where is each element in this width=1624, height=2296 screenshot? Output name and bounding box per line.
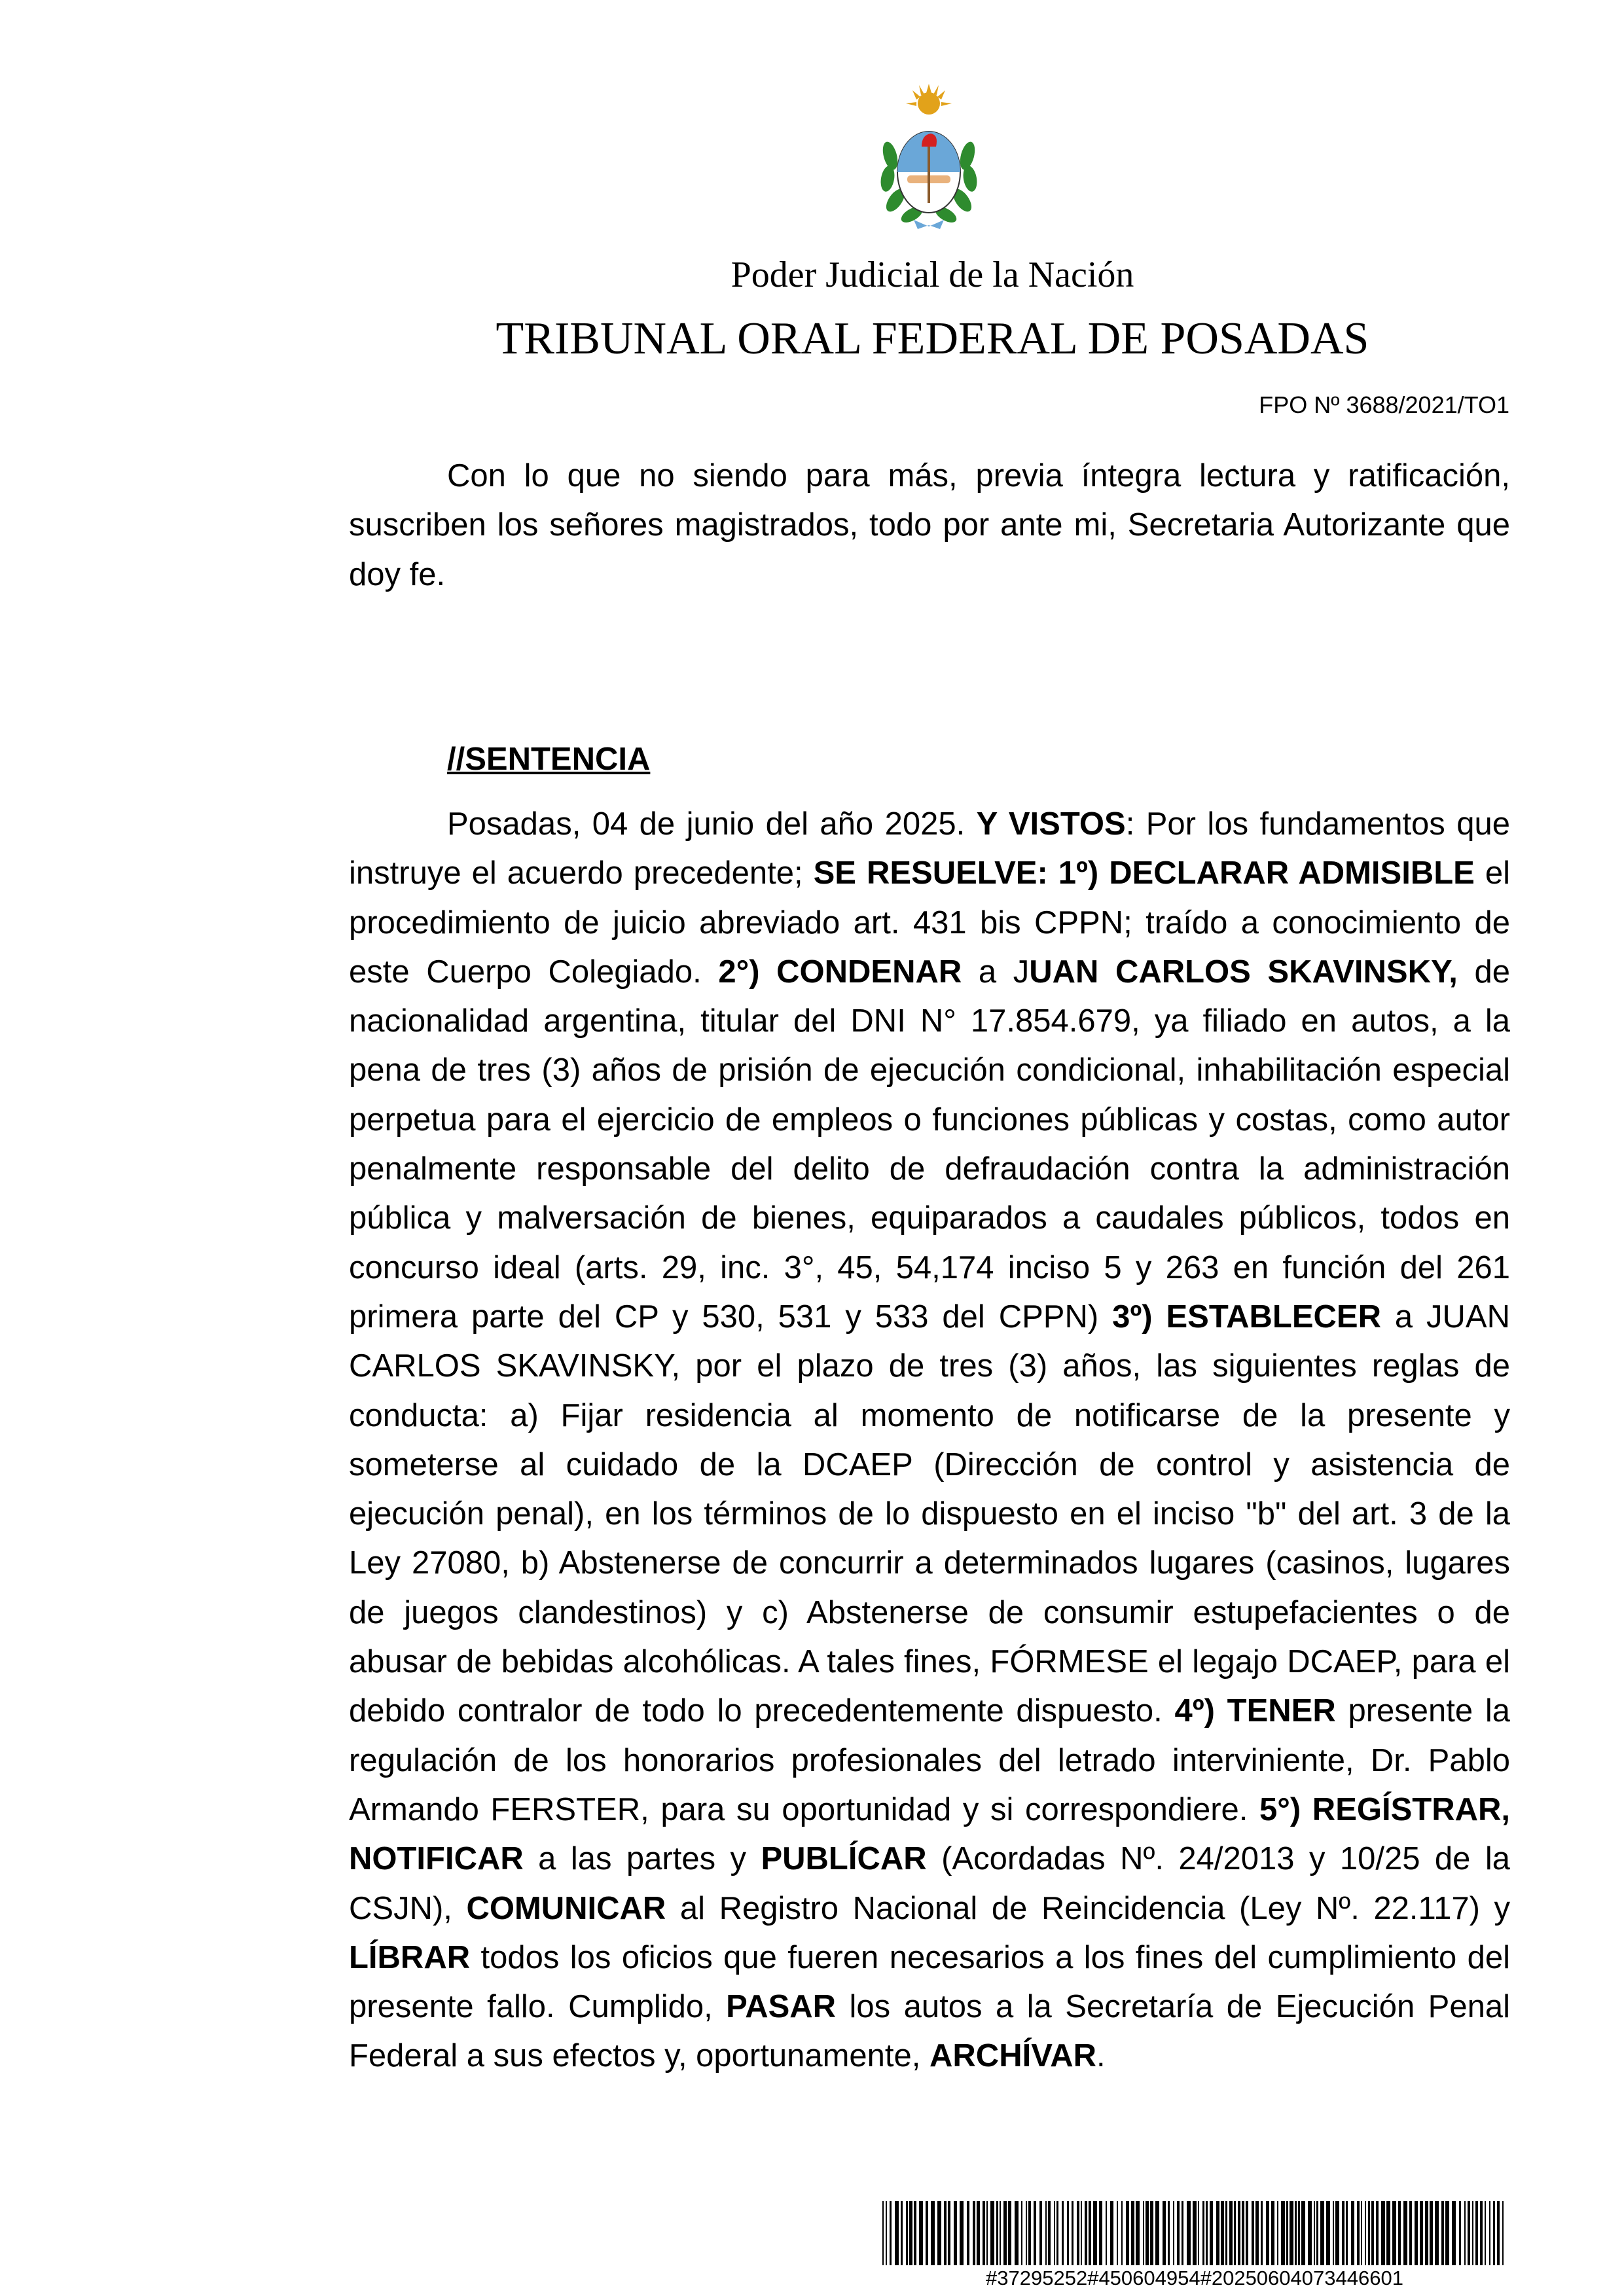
- barcode-bar: [1361, 2201, 1362, 2265]
- barcode-bar: [1255, 2201, 1259, 2265]
- barcode-bar: [1229, 2201, 1233, 2265]
- barcode-bar: [1117, 2201, 1118, 2265]
- barcode-bar: [1371, 2201, 1374, 2265]
- barcode-bar: [1077, 2201, 1079, 2265]
- sentence-text: a J: [962, 954, 1030, 990]
- barcode-bar: [1003, 2201, 1007, 2265]
- barcode-bar: [1335, 2201, 1339, 2265]
- barcode-bar: [1045, 2201, 1047, 2265]
- barcode-bar: [1480, 2201, 1483, 2265]
- barcode-bar: [1502, 2201, 1504, 2265]
- barcode-bar: [1225, 2201, 1227, 2265]
- barcode-bar: [1015, 2201, 1019, 2265]
- barcode-bar: [967, 2201, 969, 2265]
- barcode-bar: [1368, 2201, 1370, 2265]
- sentence-bold: LÍBRAR: [349, 1939, 471, 1975]
- barcode-bar: [1376, 2201, 1379, 2265]
- barcode-bar: [1445, 2201, 1449, 2265]
- barcode-bar: [1392, 2201, 1396, 2265]
- barcode-bar: [1242, 2201, 1244, 2265]
- barcode-bar: [1081, 2201, 1082, 2265]
- barcode-bar: [895, 2201, 899, 2265]
- barcode-bar: [1314, 2201, 1315, 2265]
- sentence-bold: UAN CARLOS SKAVINSKY,: [1029, 954, 1458, 990]
- barcode-bar: [1093, 2201, 1097, 2265]
- sentence-bold: COMUNICAR: [466, 1890, 666, 1926]
- barcode-bar: [1381, 2201, 1385, 2265]
- barcode-bar: [1000, 2201, 1001, 2265]
- sentence-text: todos los oficios que fueren necesarios a los fines del cumplimiento del presente fallo. Cumplido,: [349, 1939, 1510, 2025]
- file-number: FPO Nº 3688/2021/TO1: [1259, 391, 1509, 418]
- barcode-bar: [973, 2201, 975, 2265]
- barcode-bar: [1430, 2201, 1433, 2265]
- barcode-bar: [1173, 2201, 1174, 2265]
- barcode-bar: [1468, 2201, 1470, 2265]
- sentence-bold: 2°) CONDENAR: [718, 954, 962, 990]
- barcode-bar: [1089, 2201, 1091, 2265]
- barcode-bar: [1150, 2201, 1153, 2265]
- barcode-bar: [960, 2201, 964, 2265]
- sentence-text: al Registro Nacional de Reincidencia (Ley Nº. 22.117) y: [666, 1890, 1511, 1926]
- court-name: TRIBUNAL ORAL FEDERAL DE POSADAS: [496, 314, 1369, 364]
- sentence-bold: 5°) REGÍSTRAR, NOTIFICAR: [349, 1791, 1510, 1877]
- barcode-bar: [1415, 2201, 1418, 2265]
- sentence-text: de nacionalidad argentina, titular del DNI N° 17.854.679, ya filiado en autos, a la pena de tres (3) años de prisión de ejecución condicional, inhabilitación especial perpetua para el ejercicio de empleos o funciones públicas y costas, como autor penalmente responsable del delito de defraudación contra la administración pública y malversación de bienes, equiparados a caudales públicos, todos en concurso ideal (arts. 29, inc. 3°, 45, 54,174 inciso 5 y 263 en función del 261 primera parte del CP y 530, 531 y 533 del CPPN): [349, 954, 1510, 1335]
- barcode-bar: [1452, 2201, 1456, 2265]
- barcode-bar: [1021, 2201, 1022, 2265]
- barcode-bar: [1202, 2201, 1204, 2265]
- barcode-bar: [1333, 2201, 1334, 2265]
- barcode-bar: [1155, 2201, 1159, 2265]
- barcode-bar: [1281, 2201, 1285, 2265]
- closing-paragraph: Con lo que no siendo para más, previa íntegra lectura y ratificación, suscriben los señores magistrados, todo por ante mi, Secretaria Autorizante que doy fe.: [349, 458, 1510, 592]
- barcode-bar: [996, 2201, 998, 2265]
- barcode-bar: [1072, 2201, 1074, 2265]
- barcode-bar: [1136, 2201, 1140, 2265]
- sentence-bold: ARCHÍVAR: [929, 2038, 1097, 2074]
- barcode-bar: [1298, 2201, 1300, 2265]
- barcode-bar: [1308, 2201, 1312, 2265]
- barcode-bar: [1403, 2201, 1407, 2265]
- barcode-bar: [1054, 2201, 1055, 2265]
- barcode-bar: [1187, 2201, 1191, 2265]
- barcode-bar: [937, 2201, 941, 2265]
- sentence-bold: 3º) ESTABLECER: [1112, 1299, 1381, 1335]
- barcode-bar: [1048, 2201, 1051, 2265]
- sentence-bold: 4º) TENER: [1174, 1693, 1336, 1729]
- sentence-text: los autos a la Secretaría de Ejecución Penal Federal a sus efectos y, oportunamente,: [349, 1989, 1510, 2074]
- barcode-bar: [1216, 2201, 1219, 2265]
- barcode-bar: [977, 2201, 980, 2265]
- sentence-text: .: [1096, 2038, 1106, 2074]
- barcode-bar: [1357, 2201, 1360, 2265]
- barcode-bar: [1008, 2201, 1011, 2265]
- barcode-number: #37295252#450604954#20250604073446601: [986, 2267, 1403, 2289]
- barcode-bar: [1252, 2201, 1254, 2265]
- sentence-text: el procedimiento de juicio abreviado art. 431 bis CPPN; traído a conocimiento de este Cuerpo Colegiado.: [349, 855, 1510, 990]
- barcode-bar: [1182, 2201, 1183, 2265]
- barcode-bar: [1143, 2201, 1144, 2265]
- barcode-bar: [1464, 2201, 1466, 2265]
- barcode-bar: [1110, 2201, 1113, 2265]
- sentence-heading: //SENTENCIA: [447, 742, 651, 777]
- barcode-bar: [1261, 2201, 1263, 2265]
- barcode-bar: [983, 2201, 985, 2265]
- barcode-bar: [909, 2201, 912, 2265]
- barcode-bar: [1497, 2201, 1500, 2265]
- barcode-bar: [1485, 2201, 1486, 2265]
- sentence-body: [349, 800, 1510, 2081]
- barcode-bar: [948, 2201, 950, 2265]
- sentence-text: (Acordadas Nº. 24/2013 y 10/25 de la CSJN),: [349, 1841, 1510, 1926]
- barcode-bar: [1441, 2201, 1444, 2265]
- barcode-bar: [1062, 2201, 1064, 2265]
- barcode-image: [882, 2201, 1507, 2265]
- barcode-bar: [1121, 2201, 1123, 2265]
- barcode-bar: [1034, 2201, 1036, 2265]
- barcode-bar: [1316, 2201, 1318, 2265]
- barcode-bar: [914, 2201, 916, 2265]
- barcode-bar: [1425, 2201, 1428, 2265]
- barcode-bar: [1085, 2201, 1087, 2265]
- sentence-bold: Y VISTOS: [976, 806, 1126, 842]
- sentence-text: a JUAN CARLOS SKAVINSKY, por el plazo de tres (3) años, las siguientes reglas de conducta: a) Fijar residencia al momento de notificarse de la presente y someterse al cuidado de la DCAEP (Dirección de control y asistencia de ejecución penal), en los términos de lo dispuesto en el inciso "b" del art. 3 de la Ley 27080, b) Abstenerse de concurrir a determinados lugares (casinos, lugares de juegos clandestinos) y c) Abstenerse de consumir estupefacientes o de abusar de bebidas alcohólicas. A tales fines, FÓRMESE el legajo DCAEP, para el debido contralor de todo lo precedentemente dispuesto.: [349, 1299, 1510, 1729]
- barcode-bar: [1271, 2201, 1274, 2265]
- barcode-bar: [890, 2201, 892, 2265]
- barcode-bar: [1177, 2201, 1180, 2265]
- institution-name: Poder Judicial de la Nación: [731, 255, 1134, 295]
- coat-of-arms-seal: [876, 84, 982, 231]
- barcode-bar: [1234, 2201, 1236, 2265]
- barcode-bar: [1238, 2201, 1240, 2265]
- barcode-bar: [1493, 2201, 1495, 2265]
- barcode-bar: [1193, 2201, 1197, 2265]
- barcode-bar: [1146, 2201, 1149, 2265]
- barcode-bar: [1365, 2201, 1366, 2265]
- barcode-bar: [1126, 2201, 1129, 2265]
- barcode-bar: [1067, 2201, 1069, 2265]
- barcode-bar: [1326, 2201, 1330, 2265]
- barcode-bar: [1420, 2201, 1423, 2265]
- barcode-bar: [1246, 2201, 1248, 2265]
- barcode-bar: [919, 2201, 923, 2265]
- barcode-bar: [1409, 2201, 1412, 2265]
- barcode-bar: [1342, 2201, 1344, 2265]
- barcode-bar: [1320, 2201, 1324, 2265]
- sentence-text: presente la regulación de los honorarios profesionales del letrado interviniente, Dr. Pablo Armando FERSTER, para su oportunidad y si correspondiere.: [349, 1693, 1510, 1827]
- barcode-bar: [1221, 2201, 1224, 2265]
- barcode-bar: [944, 2201, 947, 2265]
- barcode-bar: [1198, 2201, 1199, 2265]
- barcode-bar: [1206, 2201, 1208, 2265]
- barcode-bar: [926, 2201, 928, 2265]
- barcode-bar: [1277, 2201, 1278, 2265]
- barcode-bar: [1106, 2201, 1107, 2265]
- barcode-bar: [1286, 2201, 1288, 2265]
- barcode-bar: [1459, 2201, 1461, 2265]
- barcode-bar: [1039, 2201, 1042, 2265]
- barcode-bar: [1489, 2201, 1490, 2265]
- barcode-bar: [1346, 2201, 1348, 2265]
- barcode-bar: [1099, 2201, 1102, 2265]
- barcode-bar: [886, 2201, 887, 2265]
- barcode-bar: [990, 2201, 994, 2265]
- barcode-bar: [1026, 2201, 1027, 2265]
- barcode-bar: [1295, 2201, 1297, 2265]
- barcode-bar: [1290, 2201, 1293, 2265]
- barcode-bar: [931, 2201, 935, 2265]
- sentence-bold: SE RESUELVE: 1º) DECLARAR ADMISIBLE: [813, 855, 1475, 891]
- barcode-bar: [1351, 2201, 1354, 2265]
- barcode-bar: [1398, 2201, 1401, 2265]
- barcode-bar: [1168, 2201, 1170, 2265]
- barcode-bar: [906, 2201, 908, 2265]
- barcode-bar: [1301, 2201, 1305, 2265]
- barcode-bar: [1028, 2201, 1031, 2265]
- barcode-bar: [1163, 2201, 1166, 2265]
- sentence-text: : Por los fundamentos que instruye el acuerdo precedente;: [349, 806, 1510, 891]
- barcode-bar: [1472, 2201, 1473, 2265]
- barcode-bar: [1210, 2201, 1213, 2265]
- sentence-bold: PASAR: [726, 1989, 837, 2025]
- barcode-bar: [1266, 2201, 1269, 2265]
- sentence-bold: PUBLÍCAR: [761, 1841, 927, 1877]
- barcode-bar: [1475, 2201, 1478, 2265]
- barcode-bar: [882, 2201, 884, 2265]
- barcode-bar: [986, 2201, 988, 2265]
- sentence-text: a las partes y: [523, 1841, 761, 1877]
- barcode-bar: [901, 2201, 903, 2265]
- sentence-text: Posadas, 04 de junio del año 2025.: [447, 806, 977, 842]
- barcode-bar: [1131, 2201, 1134, 2265]
- barcode-bar: [1386, 2201, 1390, 2265]
- barcode-bar: [954, 2201, 957, 2265]
- barcode-bar: [1056, 2201, 1058, 2265]
- barcode-bar: [1435, 2201, 1439, 2265]
